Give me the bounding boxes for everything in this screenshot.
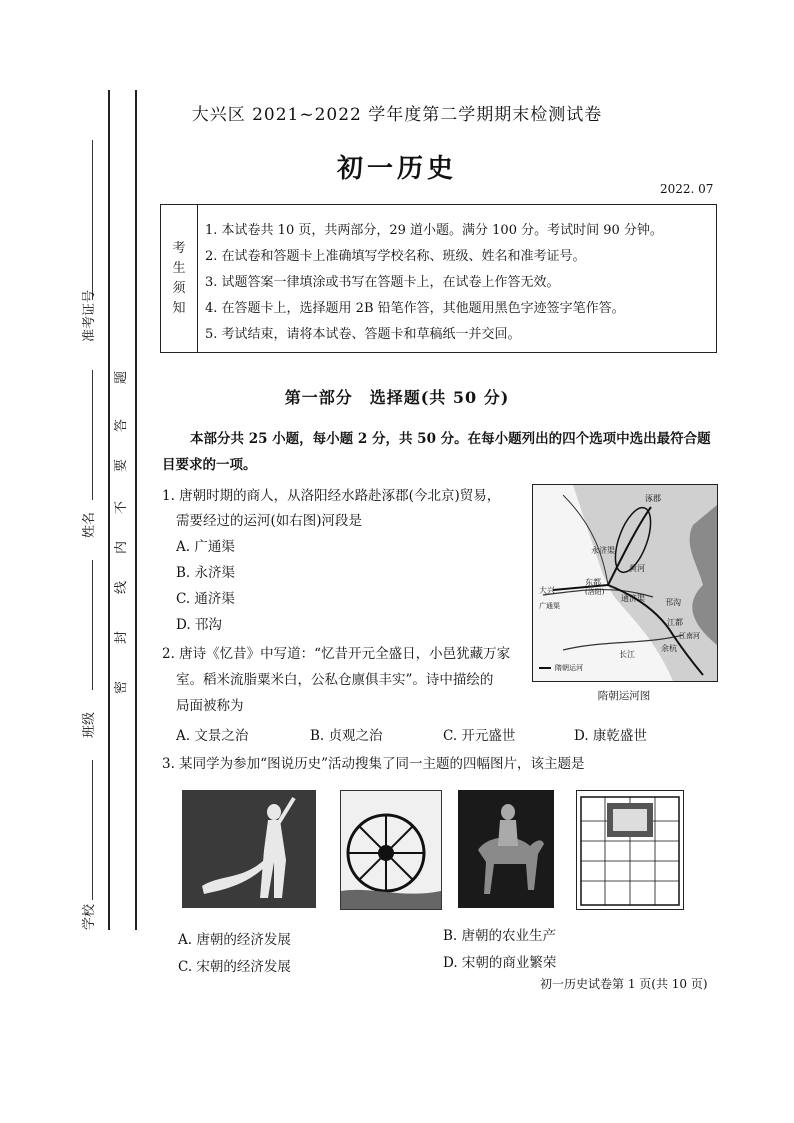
photo-waterwheel — [340, 790, 442, 910]
map-label: 邗沟 — [665, 598, 681, 607]
question-3-option-d: D. 宋朝的商业繁荣 — [443, 955, 557, 971]
map-label: 余杭 — [661, 644, 677, 653]
notice-label-char: 知 — [172, 300, 186, 316]
question-2-option-a: A. 文景之治 — [176, 728, 249, 744]
seal-text-8: 题 — [114, 370, 130, 385]
question-3-option-b: B. 唐朝的农业生产 — [443, 928, 557, 944]
map-label: 江南河 — [679, 632, 700, 640]
binding-line-inner — [135, 90, 137, 930]
name-label: 姓名 — [82, 511, 97, 538]
class-label: 班级 — [82, 711, 97, 738]
map-label: 东都 — [585, 578, 601, 587]
section-intro-line1: 本部分共 25 小题，每小题 2 分，共 50 分。在每小题列出的四个选项中选出最符合题 — [190, 431, 711, 447]
notice-label-char: 须 — [172, 280, 186, 296]
notice-label-char: 生 — [172, 260, 186, 276]
seal-text-1: 密 — [114, 680, 130, 695]
photo-plowing — [182, 790, 316, 908]
notice-item: 4. 在答题卡上，选择题用 2B 铅笔作答，其他题用黑色字迹签字笔作答。 — [205, 301, 625, 316]
notice-item: 3. 试题答案一律填涂或书写在答题卡上，在试卷上作答无效。 — [205, 275, 560, 290]
question-2-option-d: D. 康乾盛世 — [574, 728, 647, 744]
exam-date: 2022. 07 — [660, 182, 714, 196]
subject-title: 初一历史 — [336, 154, 457, 184]
question-1-line1: 1. 唐朝时期的商人，从洛阳经水路赴涿郡(今北京)贸易， — [162, 488, 501, 504]
map-label: 江都 — [667, 618, 683, 627]
seal-text-6: 要 — [114, 458, 130, 473]
map-label: 广通渠 — [539, 602, 560, 610]
map-label: 长江 — [619, 650, 635, 659]
seal-text-5: 不 — [114, 500, 130, 515]
exam-title: 大兴区 2021~2022 学年度第二学期期末检测试卷 — [191, 105, 603, 125]
school-line — [92, 760, 93, 900]
map-label: (洛阳) — [585, 588, 605, 596]
question-3-line1: 3. 某同学为参加“图说历史”活动搜集了同一主题的四幅图片，该主题是 — [162, 756, 585, 772]
map-label: 通济渠 — [621, 594, 645, 603]
question-1-option-d: D. 邗沟 — [176, 617, 222, 633]
question-1-option-c: C. 通济渠 — [176, 591, 235, 607]
seal-text-7: 答 — [114, 418, 130, 433]
notice-label-char: 考 — [172, 240, 186, 256]
question-2-option-c: C. 开元盛世 — [443, 728, 516, 744]
notice-item: 1. 本试卷共 10 页，共两部分，29 道小题。满分 100 分。考试时间 90 分钟。 — [205, 223, 663, 238]
seal-text-2: 封 — [114, 630, 130, 645]
map-label: 黄河 — [629, 564, 645, 573]
question-3-option-c: C. 宋朝的经济发展 — [178, 959, 291, 975]
class-line — [92, 560, 93, 690]
page-footer: 初一历史试卷第 1 页(共 10 页) — [540, 977, 708, 991]
section-intro-line2: 目要求的一项。 — [162, 457, 257, 473]
admission-number-label: 准考证号 — [82, 289, 97, 342]
map-label: 涿郡 — [645, 494, 661, 503]
sui-canal-map — [532, 484, 718, 682]
notice-item: 2. 在试卷和答题卡上准确填写学校名称、班级、姓名和准考证号。 — [205, 249, 586, 264]
notice-label — [161, 205, 198, 352]
school-label: 学校 — [82, 903, 97, 930]
question-2-line1: 2. 唐诗《忆昔》中写道：“忆昔开元全盛日，小邑犹藏万家 — [162, 646, 511, 662]
question-2-line2: 室。稻米流脂粟米白，公私仓廪俱丰实”。诗中描绘的 — [176, 672, 494, 688]
map-label: 大兴 — [539, 586, 555, 595]
map-legend: 隋朝运河 — [555, 664, 583, 672]
photo-camel-figure — [458, 790, 554, 908]
notice-box — [160, 204, 717, 353]
question-1-option-b: B. 永济渠 — [176, 565, 236, 581]
seal-text-3: 线 — [114, 580, 130, 595]
section-heading: 第一部分 选择题(共 50 分) — [284, 388, 510, 407]
seal-text-4: 内 — [114, 540, 130, 555]
notice-item: 5. 考试结束，请将本试卷、答题卡和草稿纸一并交回。 — [205, 327, 521, 342]
map-label: 永济渠 — [591, 546, 615, 555]
question-2-option-b: B. 贞观之治 — [310, 728, 383, 744]
map-caption: 隋朝运河图 — [597, 690, 651, 702]
question-3-option-a: A. 唐朝的经济发展 — [178, 932, 291, 948]
photo-city-plan — [576, 790, 684, 910]
question-1-option-a: A. 广通渠 — [176, 539, 235, 555]
question-1-line2: 需要经过的运河(如右图)河段是 — [176, 513, 363, 529]
question-2-line3: 局面被称为 — [176, 698, 244, 714]
